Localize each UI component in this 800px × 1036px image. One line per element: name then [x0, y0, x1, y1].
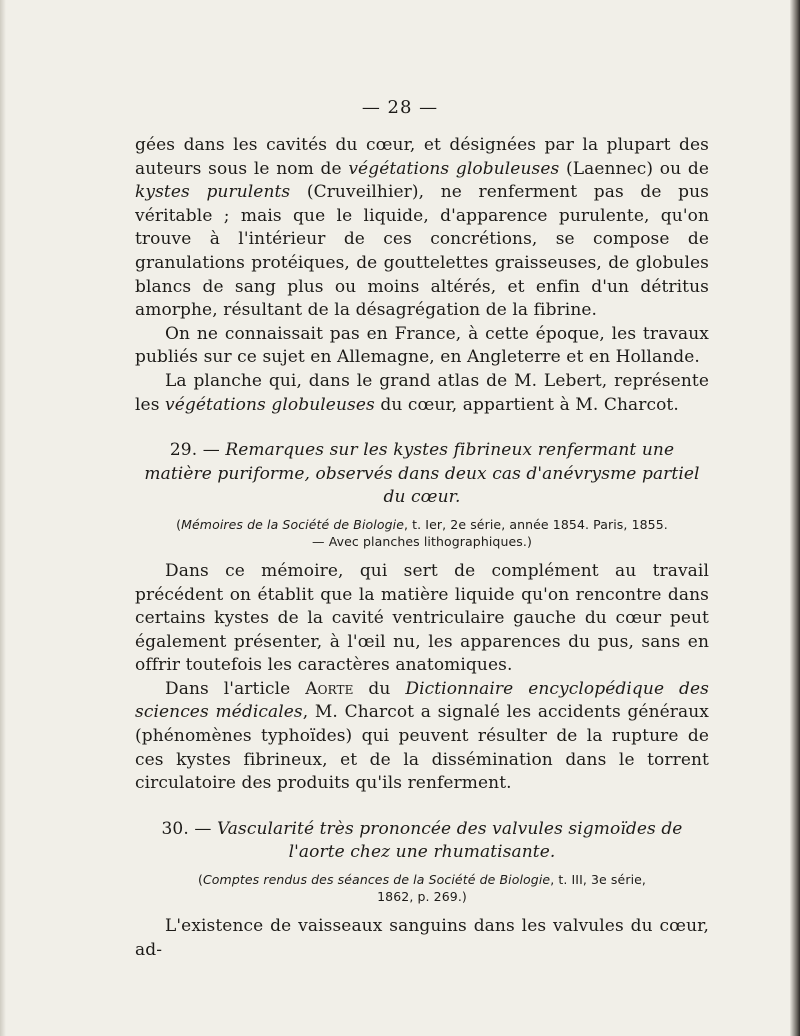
text-run: La planche qui, dans le grand atlas de M. Lebert, représente les — [135, 370, 709, 415]
section-heading-30 — [135, 818, 709, 865]
text-run: du cœur, appartient à M. Charcot. — [374, 394, 679, 415]
italic-term: kystes purulents — [135, 182, 291, 203]
paragraph — [135, 370, 709, 417]
page-left-edge — [0, 0, 6, 1036]
paragraph — [135, 678, 709, 796]
text-run: ( — [176, 516, 182, 532]
text-run: Dans l'article — [165, 678, 306, 699]
text-run: ( — [198, 872, 203, 888]
reference-journal: Comptes rendus des séances de la Société de Biologie — [202, 872, 551, 888]
italic-term: végétations globuleuses — [165, 394, 375, 415]
smallcaps-term: Aorte — [305, 678, 354, 699]
section-number: 29. — — [169, 440, 226, 461]
section-number: 30. — — [161, 818, 217, 839]
section-heading-29 — [135, 439, 709, 510]
page-number: — 28 — — [361, 97, 439, 118]
text-run: (Laennec) ou de — [559, 158, 709, 179]
italic-term: végétations globuleuses — [348, 158, 560, 179]
text-block — [135, 100, 709, 962]
text-run: , M. Charcot a signalé les accidents généraux (phénomènes typhoïdes) qui peuvent résulter de la rupture de ces kystes fibrineux, et de la dissémination dans le torrent circulatoire des produits qu'ils renferment. — [135, 702, 709, 794]
page-right-edge — [790, 0, 800, 1036]
text-run: du — [353, 678, 406, 699]
text-run: 1862, p. 269.) — [377, 889, 467, 905]
paragraph: L'existence de vaisseaux sanguins dans les valvules du cœur, ad- — [135, 916, 709, 960]
text-run: (Cruveilhier), ne renferment pas de pus véritable ; mais que le liquide, d'apparence purulente, qu'on trouve à l'intérieur de ces concrétions, se compose de granulations protéiques, de gouttelettes graisseuses, de globules blancs de sang plus ou moins altérés, et enfin d'un détritus amorphe, résultant de la désagrégation de la fibrine. — [135, 182, 709, 321]
reference-journal: Mémoires de la Société de Biologie — [181, 516, 405, 532]
text-run: gées dans les cavités du cœur, et désignées par la plupart des auteurs sous le nom de — [135, 135, 709, 179]
paragraph: Dans ce mémoire, qui sert de complément au travail précédent on établit que la matière liquide qu'on rencontre dans certains kystes de la cavité ventriculaire gauche du cœur peut également présenter, à l'œil nu, les apparences du pus, sans en offrir toutefois les caractères anatomiques. — [135, 560, 709, 676]
italic-term: Dictionnaire encyclopédique des sciences médicales — [135, 678, 709, 723]
text-run: , t. Ier, 2e série, année 1854. Paris, 1855. — [404, 516, 668, 532]
section-title: Remarques sur les kystes fibrineux renfermant une matière puriforme, observés dans deux cas d'anévrysme partiel du cœur. — [144, 440, 700, 508]
reference-29 — [135, 516, 709, 550]
section-title: Vascularité très prononcée des valvules sigmoïdes de l'aorte chez une rhumatisante. — [216, 818, 683, 863]
reference-30 — [135, 871, 709, 905]
text-run: — Avec planches lithographiques.) — [312, 533, 532, 549]
paragraph: On ne connaissait pas en France, à cette époque, les travaux publiés sur ce sujet en Allemagne, en Angleterre et en Hollande. — [135, 323, 709, 368]
paragraph-continuation — [135, 134, 709, 323]
text-run: , t. III, 3e série, — [550, 872, 646, 888]
